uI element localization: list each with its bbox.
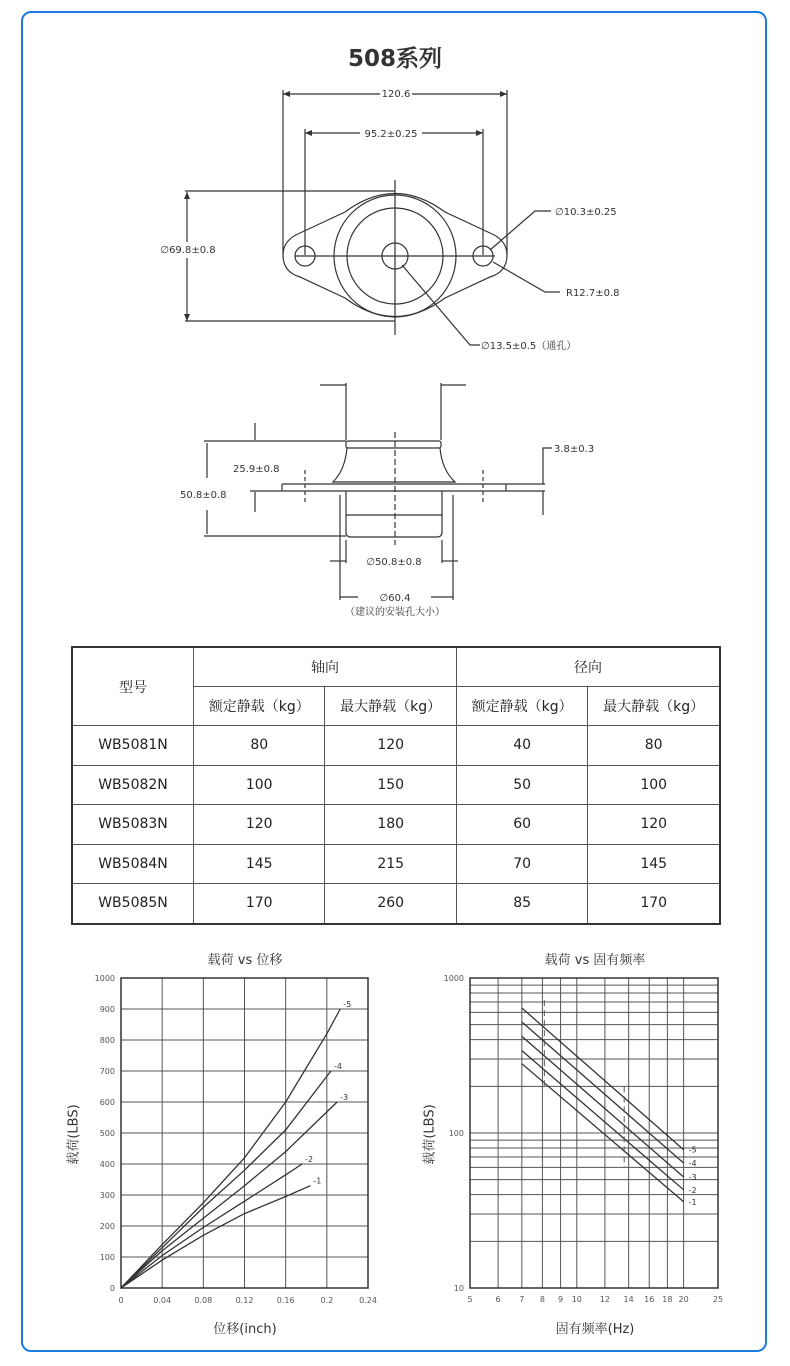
cell-axial-max: 260 — [325, 884, 456, 924]
chart1-title: 载荷 vs 位移 — [207, 953, 283, 968]
dim-upper-height: 25.9±0.8 — [233, 464, 280, 475]
header-axial: 轴向 — [194, 647, 457, 687]
series-label: -3 — [688, 1173, 697, 1183]
dim-overall-width: 120.6 — [381, 89, 411, 100]
cell-model: WB5083N — [72, 805, 194, 845]
x-tick-label: 10 — [571, 1295, 582, 1304]
cell-radial-rated: 40 — [456, 726, 587, 766]
series-label: -4 — [688, 1159, 697, 1169]
dim-hole-diameter: ∅10.3±0.25 — [555, 207, 617, 218]
y-tick-label: 600 — [99, 1098, 115, 1107]
cell-radial-max: 80 — [588, 726, 720, 766]
y-tick-label: 700 — [99, 1067, 115, 1076]
subheader: 额定静载（kg） — [194, 687, 325, 726]
x-tick-label: 7 — [519, 1295, 525, 1304]
cell-model: WB5081N — [72, 726, 194, 766]
cell-axial-rated: 170 — [194, 884, 325, 924]
series-label: -3 — [340, 1093, 349, 1102]
x-tick-label: 20 — [678, 1295, 689, 1304]
dim-total-height: 50.8±0.8 — [180, 490, 227, 501]
cell-axial-rated: 80 — [194, 726, 325, 766]
x-tick-label: 16 — [644, 1295, 655, 1304]
cell-radial-rated: 60 — [456, 805, 587, 845]
y-tick-label: 100 — [448, 1129, 464, 1138]
y-tick-label: 200 — [99, 1222, 115, 1231]
series-line--5 — [522, 1008, 684, 1150]
y-tick-label: 10 — [453, 1284, 464, 1293]
y-tick-label: 400 — [99, 1160, 115, 1169]
x-tick-label: 0.16 — [276, 1296, 295, 1305]
x-tick-label: 0.24 — [359, 1296, 377, 1305]
cell-model: WB5084N — [72, 844, 194, 884]
chart2-xlabel: 固有频率(Hz) — [555, 1322, 635, 1337]
series-line--2 — [522, 1051, 684, 1190]
x-tick-label: 0.08 — [194, 1296, 213, 1305]
x-tick-label: 12 — [599, 1295, 610, 1304]
series-label: -4 — [333, 1062, 342, 1071]
x-tick-label: 8 — [539, 1295, 545, 1304]
chart2-title: 载荷 vs 固有频率 — [544, 953, 646, 968]
dim-radius: R12.7±0.8 — [566, 288, 620, 299]
cell-model: WB5082N — [72, 765, 194, 805]
cell-radial-max: 100 — [588, 765, 720, 805]
series-label: -1 — [313, 1176, 322, 1186]
cell-model: WB5085N — [72, 884, 194, 924]
cell-axial-rated: 100 — [194, 765, 325, 805]
y-tick-label: 800 — [99, 1036, 115, 1045]
x-tick-label: 9 — [558, 1295, 564, 1304]
series-label: -2 — [305, 1155, 314, 1164]
chart2-ylabel: 载荷(LBS) — [422, 1104, 438, 1165]
cell-axial-rated: 120 — [194, 805, 325, 845]
header-model: 型号 — [72, 647, 194, 726]
cell-radial-max: 170 — [588, 884, 720, 924]
series-label: -1 — [688, 1197, 697, 1207]
x-tick-label: 25 — [712, 1295, 724, 1304]
x-tick-label: 0.04 — [153, 1296, 172, 1305]
dim-mount-hole: ∅60.4 — [379, 593, 411, 604]
series-line--3 — [522, 1036, 684, 1177]
series-line--4 — [522, 1022, 684, 1163]
subheader: 最大静载（kg） — [325, 687, 456, 726]
x-tick-label: 0.2 — [320, 1296, 334, 1305]
dim-height: ∅69.8±0.8 — [160, 245, 216, 256]
y-tick-label: 500 — [99, 1129, 115, 1138]
cell-radial-rated: 85 — [456, 884, 587, 924]
x-tick-label: 14 — [623, 1295, 634, 1304]
y-tick-label: 0 — [109, 1284, 115, 1293]
cell-radial-max: 120 — [588, 805, 720, 845]
x-tick-label: 5 — [467, 1295, 473, 1304]
x-tick-label: 0 — [118, 1296, 124, 1305]
cell-radial-max: 145 — [588, 844, 720, 884]
dim-bottom-diameter: ∅50.8±0.8 — [366, 557, 422, 568]
x-tick-label: 6 — [495, 1295, 501, 1304]
dim-center-hole: ∅13.5±0.5（通孔） — [481, 341, 577, 352]
dim-plate-thickness: 3.8±0.3 — [554, 444, 595, 455]
chart1-xlabel: 位移(inch) — [213, 1322, 277, 1337]
series-label: -5 — [343, 1000, 352, 1009]
cell-radial-rated: 70 — [456, 844, 587, 884]
cell-axial-max: 180 — [325, 805, 456, 845]
y-tick-label: 1000 — [443, 974, 464, 983]
x-tick-label: 0.12 — [235, 1296, 254, 1305]
subheader: 最大静载（kg） — [588, 687, 720, 726]
dim-mount-hole-note: （建议的安装孔大小） — [345, 607, 445, 618]
y-tick-label: 300 — [99, 1191, 115, 1200]
cell-axial-rated: 145 — [194, 844, 325, 884]
cell-axial-max: 150 — [325, 765, 456, 805]
y-tick-label: 100 — [99, 1253, 115, 1262]
series-label: -5 — [688, 1145, 697, 1155]
header-radial: 径向 — [456, 647, 720, 687]
subheader: 额定静载（kg） — [456, 687, 587, 726]
chart1-ylabel: 载荷(LBS) — [66, 1104, 82, 1165]
cell-axial-max: 215 — [325, 844, 456, 884]
cell-axial-max: 120 — [325, 726, 456, 766]
page-title: 508系列 — [347, 46, 442, 72]
x-tick-label: 18 — [662, 1295, 673, 1304]
series-label: -2 — [688, 1185, 697, 1195]
y-tick-label: 900 — [99, 1005, 115, 1014]
y-tick-label: 1000 — [94, 974, 115, 983]
cell-radial-rated: 50 — [456, 765, 587, 805]
dim-hole-spacing: 95.2±0.25 — [364, 129, 418, 140]
